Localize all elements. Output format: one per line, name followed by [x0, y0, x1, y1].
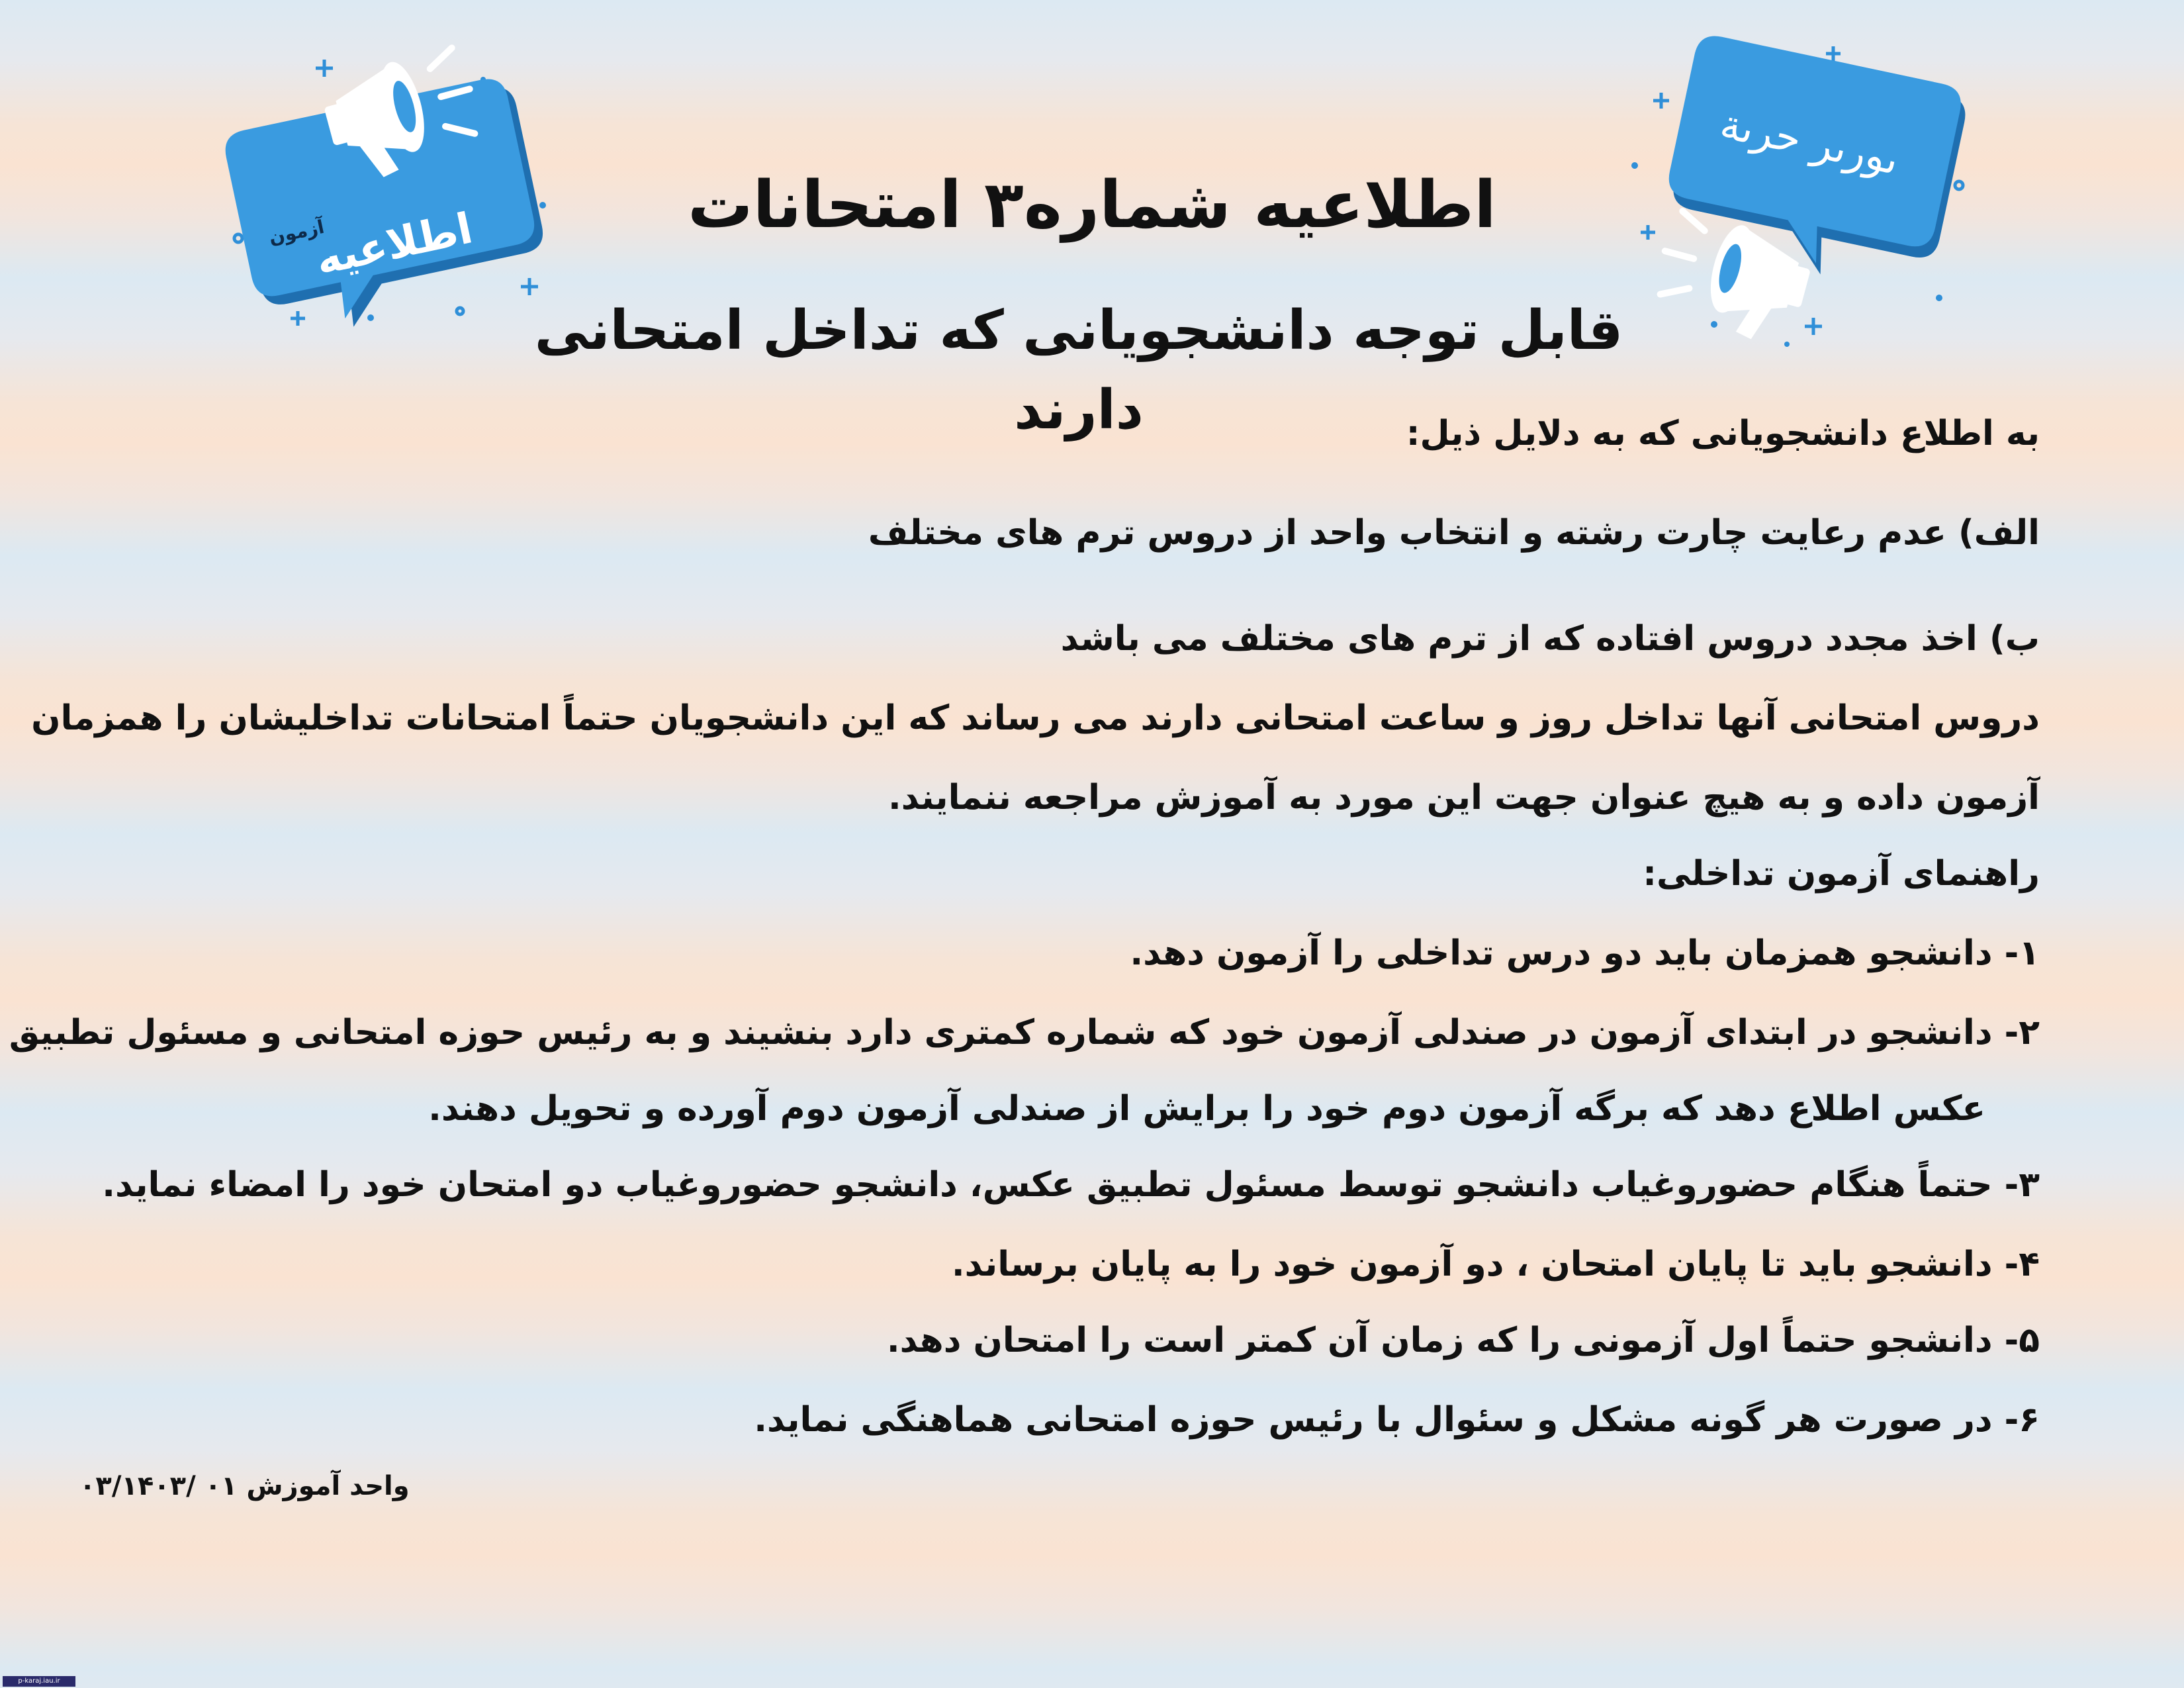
- reason-b: ب) اخذ مجدد دروس افتاده که از ترم های مختلف می باشد: [1060, 619, 2040, 659]
- badge-right-script-text: ٮورٮر حرٮة: [1716, 99, 1903, 185]
- guide-item-2-line-2: عکس اطلاع دهد که برگه آزمون دوم خود را برایش از صندلی آزمون دوم آورده و تحویل دهند.: [428, 1089, 1985, 1129]
- badge-left-small-text: آزمون: [267, 215, 326, 249]
- intro-text: به اطلاع دانشجویانی که به دلایل ذیل:: [1406, 414, 2040, 453]
- guide-item-3: ۳- حتماً هنگام حضوروغیاب دانشجو توسط مسئول تطبیق عکس، دانشجو حضوروغیاب دو امتحان خود را امضاء نماید.: [102, 1165, 2040, 1205]
- guide-item-1: ۱- دانشجو همزمان باید دو درس تداخلی را آزمون دهد.: [1130, 933, 2040, 973]
- guide-heading: راهنمای آزمون تداخلی:: [1643, 854, 2040, 894]
- paragraph-line-2: آزمون داده و به هیچ عنوان جهت این مورد به آموزش مراجعه ننمایند.: [888, 778, 2040, 818]
- footer-signature: واحد آموزش ۰۱ /۰۳/۱۴۰۳: [79, 1471, 410, 1501]
- paragraph-line-1: دروس امتحانی آنها تداخل روز و ساعت امتحانی دارند می رساند که این دانشجویان حتماً امتحانات تداخلیشان را همزمان: [31, 698, 2040, 738]
- page-subtitle: قابل توجه دانشجویانی که تداخل امتحانی دارند: [534, 299, 1623, 442]
- corner-logo: p-karaj.iau.ir: [3, 1676, 75, 1687]
- guide-item-4: ۴- دانشجو باید تا پایان امتحان ، دو آزمون خود را به پایان برساند.: [951, 1244, 2040, 1284]
- guide-item-6: ۶- در صورت هر گونه مشکل و سئوال با رئیس حوزه امتحانی هماهنگی نماید.: [754, 1400, 2040, 1440]
- reason-a: الف) عدم رعایت چارت رشته و انتخاب واحد از دروس ترم های مختلف: [868, 513, 2040, 553]
- page-title: اطلاعیه شماره۳ امتحانات: [688, 167, 1496, 243]
- guide-item-5: ۵- دانشجو حتماً اول آزمونی را که زمان آن کمتر است را امتحان دهد.: [886, 1321, 2040, 1360]
- guide-item-2-line-1: ۲- دانشجو در ابتدای آزمون در صندلی آزمون خود که شماره کمتری دارد بنشیند و به رئیس حوزه امتحانی و مسئول تطبیق: [9, 1013, 2040, 1053]
- badge-left-main-text: اطلاعیه: [311, 204, 477, 285]
